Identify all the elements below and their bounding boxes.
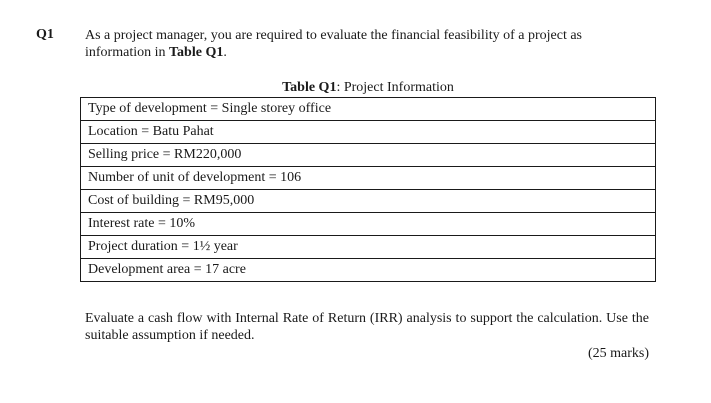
question-intro — [85, 27, 651, 61]
table-cell: Selling price = RM220,000 — [81, 144, 656, 167]
table-caption-label: Table Q1 — [282, 80, 337, 95]
table-cell: Number of unit of development = 106 — [81, 167, 656, 190]
table-cell: Cost of building = RM95,000 — [81, 190, 656, 213]
table-row — [81, 144, 656, 167]
intro-end: . — [223, 45, 227, 60]
table-caption — [80, 80, 656, 96]
table-cell: Project duration = 1½ year — [81, 236, 656, 259]
project-information-table — [80, 97, 656, 282]
table-row — [81, 236, 656, 259]
question-number: Q1 — [36, 27, 54, 42]
table-row — [81, 213, 656, 236]
table-caption-title: : Project Information — [336, 80, 454, 95]
table-row — [81, 167, 656, 190]
table-cell: Location = Batu Pahat — [81, 121, 656, 144]
table-cell: Interest rate = 10% — [81, 213, 656, 236]
intro-text: As a project manager, you are required to evaluate the financial feasibility of a project as information in — [85, 28, 582, 60]
table-cell: Development area = 17 acre — [81, 259, 656, 282]
table-row — [81, 259, 656, 282]
table-row — [81, 190, 656, 213]
table-row — [81, 98, 656, 121]
marks-allocation: (25 marks) — [587, 346, 649, 361]
task-instruction: Evaluate a cash flow with Internal Rate of Return (IRR) analysis to support the calculation. Use the suitable assumption if needed. — [85, 311, 649, 343]
intro-table-ref: Table Q1 — [169, 45, 224, 60]
table-cell: Type of development = Single storey office — [81, 98, 656, 121]
table-row — [81, 121, 656, 144]
